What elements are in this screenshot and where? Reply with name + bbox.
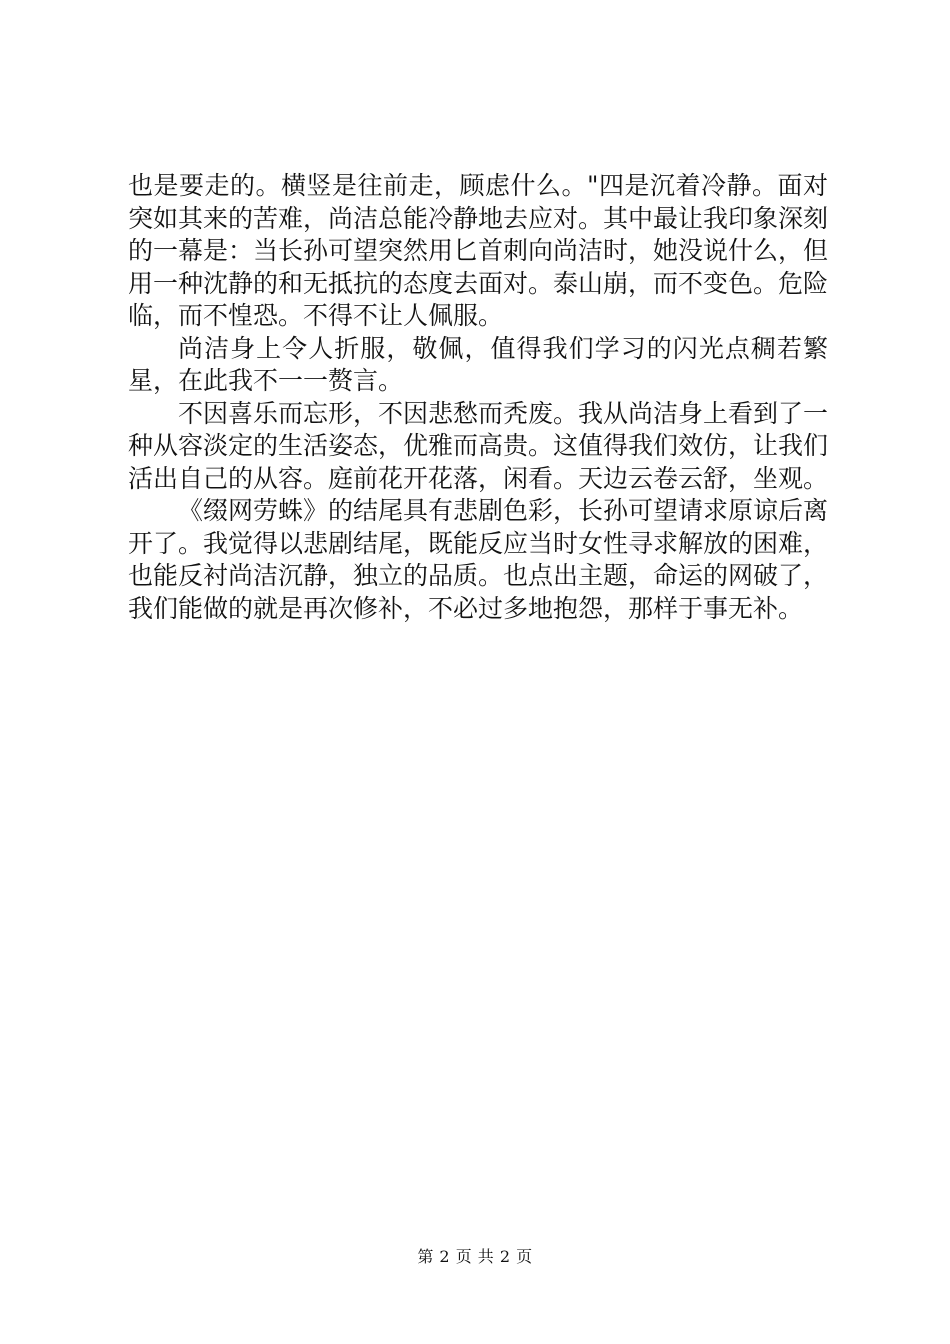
- paragraph-3: 不因喜乐而忘形，不因悲愁而秃废。我从尚洁身上看到了一种从容淡定的生活姿态，优雅而高贵。这值得我们效仿，让我们活出自己的从容。庭前花开花落，闲看。天边云卷云舒，坐观。: [128, 398, 829, 493]
- paragraph-4: 《缀网劳蛛》的结尾具有悲剧色彩，长孙可望请求原谅后离开了。我觉得以悲剧结尾，既能反应当时女性寻求解放的困难，也能反衬尚洁沉静，独立的品质。也点出主题，命运的网破了，我们能做的就是再次修补，不必过多地抱怨，那样于事无补。: [128, 496, 829, 623]
- paragraph-1: 也是要走的。横竖是往前走，顾虑什么。"四是沉着冷静。面对突如其来的苦难，尚洁总能冷静地去应对。其中最让我印象深刻的一幕是：当长孙可望突然用匕首刺向尚洁时，她没说什么，但用一种沈静的和无抵抗的态度去面对。泰山崩，而不变色。危险临，而不惶恐。不得不让人佩服。: [128, 171, 829, 330]
- page-footer: 第 2 页 共 2 页: [417, 1247, 533, 1266]
- paragraph-2: 尚洁身上令人折服，敬佩，值得我们学习的闪光点稠若繁星，在此我不一一赘言。: [128, 333, 828, 395]
- document-body: [128, 170, 828, 625]
